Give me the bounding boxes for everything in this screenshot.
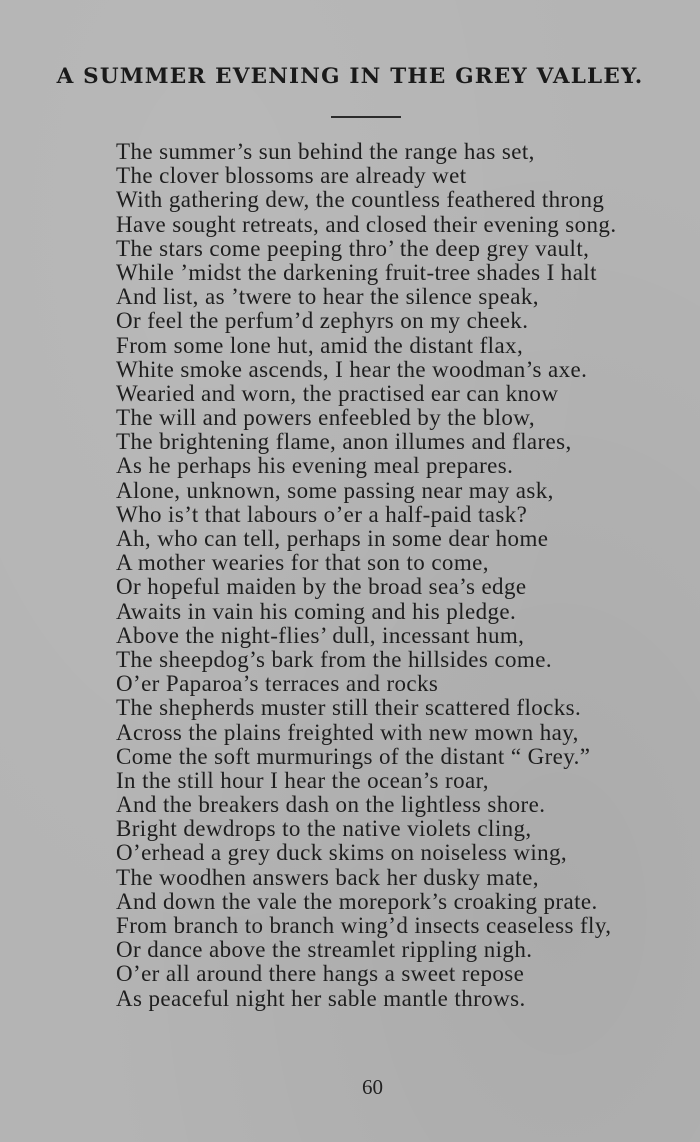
- poem-line: Or hopeful maiden by the broad sea’s edge: [116, 574, 527, 600]
- poem-line: A mother wearies for that son to come,: [116, 550, 489, 576]
- poem-line: Come the soft murmurings of the distant “ Grey.”: [116, 743, 591, 769]
- poem-line: O’er all around there hangs a sweet repose: [116, 961, 525, 987]
- page-number: 60: [362, 1075, 383, 1099]
- poem-line: And down the vale the morepork’s croaking prate.: [116, 888, 598, 914]
- poem-line: The shepherds muster still their scattered flocks.: [116, 695, 582, 721]
- poem-line: From branch to branch wing’d insects ceaseless fly,: [116, 913, 612, 938]
- poem-line: O’er Paparoa’s terraces and rocks: [116, 671, 439, 697]
- poem-line: Bright dewdrops to the native violets cling,: [116, 816, 532, 842]
- poem-line: From some lone hut, amid the distant flax,: [116, 332, 524, 358]
- poem-line: Ah, who can tell, perhaps in some dear home: [116, 526, 549, 551]
- poem-body: [116, 140, 686, 1011]
- poem-line: Or feel the perfum’d zephyrs on my cheek.: [116, 308, 529, 334]
- poem-line: As peaceful night her sable mantle throws.: [116, 985, 526, 1011]
- poem-line: While ’midst the darkening fruit-tree shades I halt: [116, 259, 597, 285]
- poem-line: And the breakers dash on the lightless shore.: [116, 792, 546, 818]
- poem-line: In the still hour I hear the ocean’s roar,: [116, 767, 489, 793]
- poem-line: Have sought retreats, and closed their evening song.: [116, 211, 617, 237]
- poem-line: Or dance above the streamlet rippling nigh.: [116, 937, 533, 963]
- poem-line: The clover blossoms are already wet: [116, 163, 467, 189]
- poem-line: The brightening flame, anon illumes and flares,: [116, 429, 572, 455]
- poem-line: Awaits in vain his coming and his pledge.: [116, 598, 517, 624]
- poem-line: Above the night-flies’ dull, incessant hum,: [116, 622, 525, 648]
- poem-line: O’erhead a grey duck skims on noiseless wing,: [116, 840, 568, 866]
- poem-line: Alone, unknown, some passing near may ask,: [116, 477, 554, 503]
- poem-line: Across the plains freighted with new mown hay,: [116, 719, 579, 745]
- poem-line: And list, as ’twere to hear the silence speak,: [116, 284, 539, 310]
- poem-line: The sheepdog’s bark from the hillsides come.: [116, 646, 552, 672]
- poem-line: Wearied and worn, the practised ear can know: [116, 380, 559, 406]
- poem-line: With gathering dew, the countless feathered throng: [116, 187, 605, 213]
- poem-title: A SUMMER EVENING IN THE GREY VALLEY.: [56, 64, 644, 89]
- poem-line: The summer’s sun behind the range has set,: [116, 139, 535, 164]
- poem-line: As he perhaps his evening meal prepares.: [116, 453, 514, 479]
- poem-line: The stars come peeping thro’ the deep grey vault,: [116, 235, 590, 261]
- poem-line: The will and powers enfeebled by the blow,: [116, 405, 535, 431]
- poem-line: Who is’t that labours o’er a half-paid task?: [116, 501, 528, 527]
- poem-line: The woodhen answers back her dusky mate,: [116, 864, 539, 890]
- title-divider: [331, 116, 401, 118]
- poem-line: White smoke ascends, I hear the woodman’s axe.: [116, 356, 588, 382]
